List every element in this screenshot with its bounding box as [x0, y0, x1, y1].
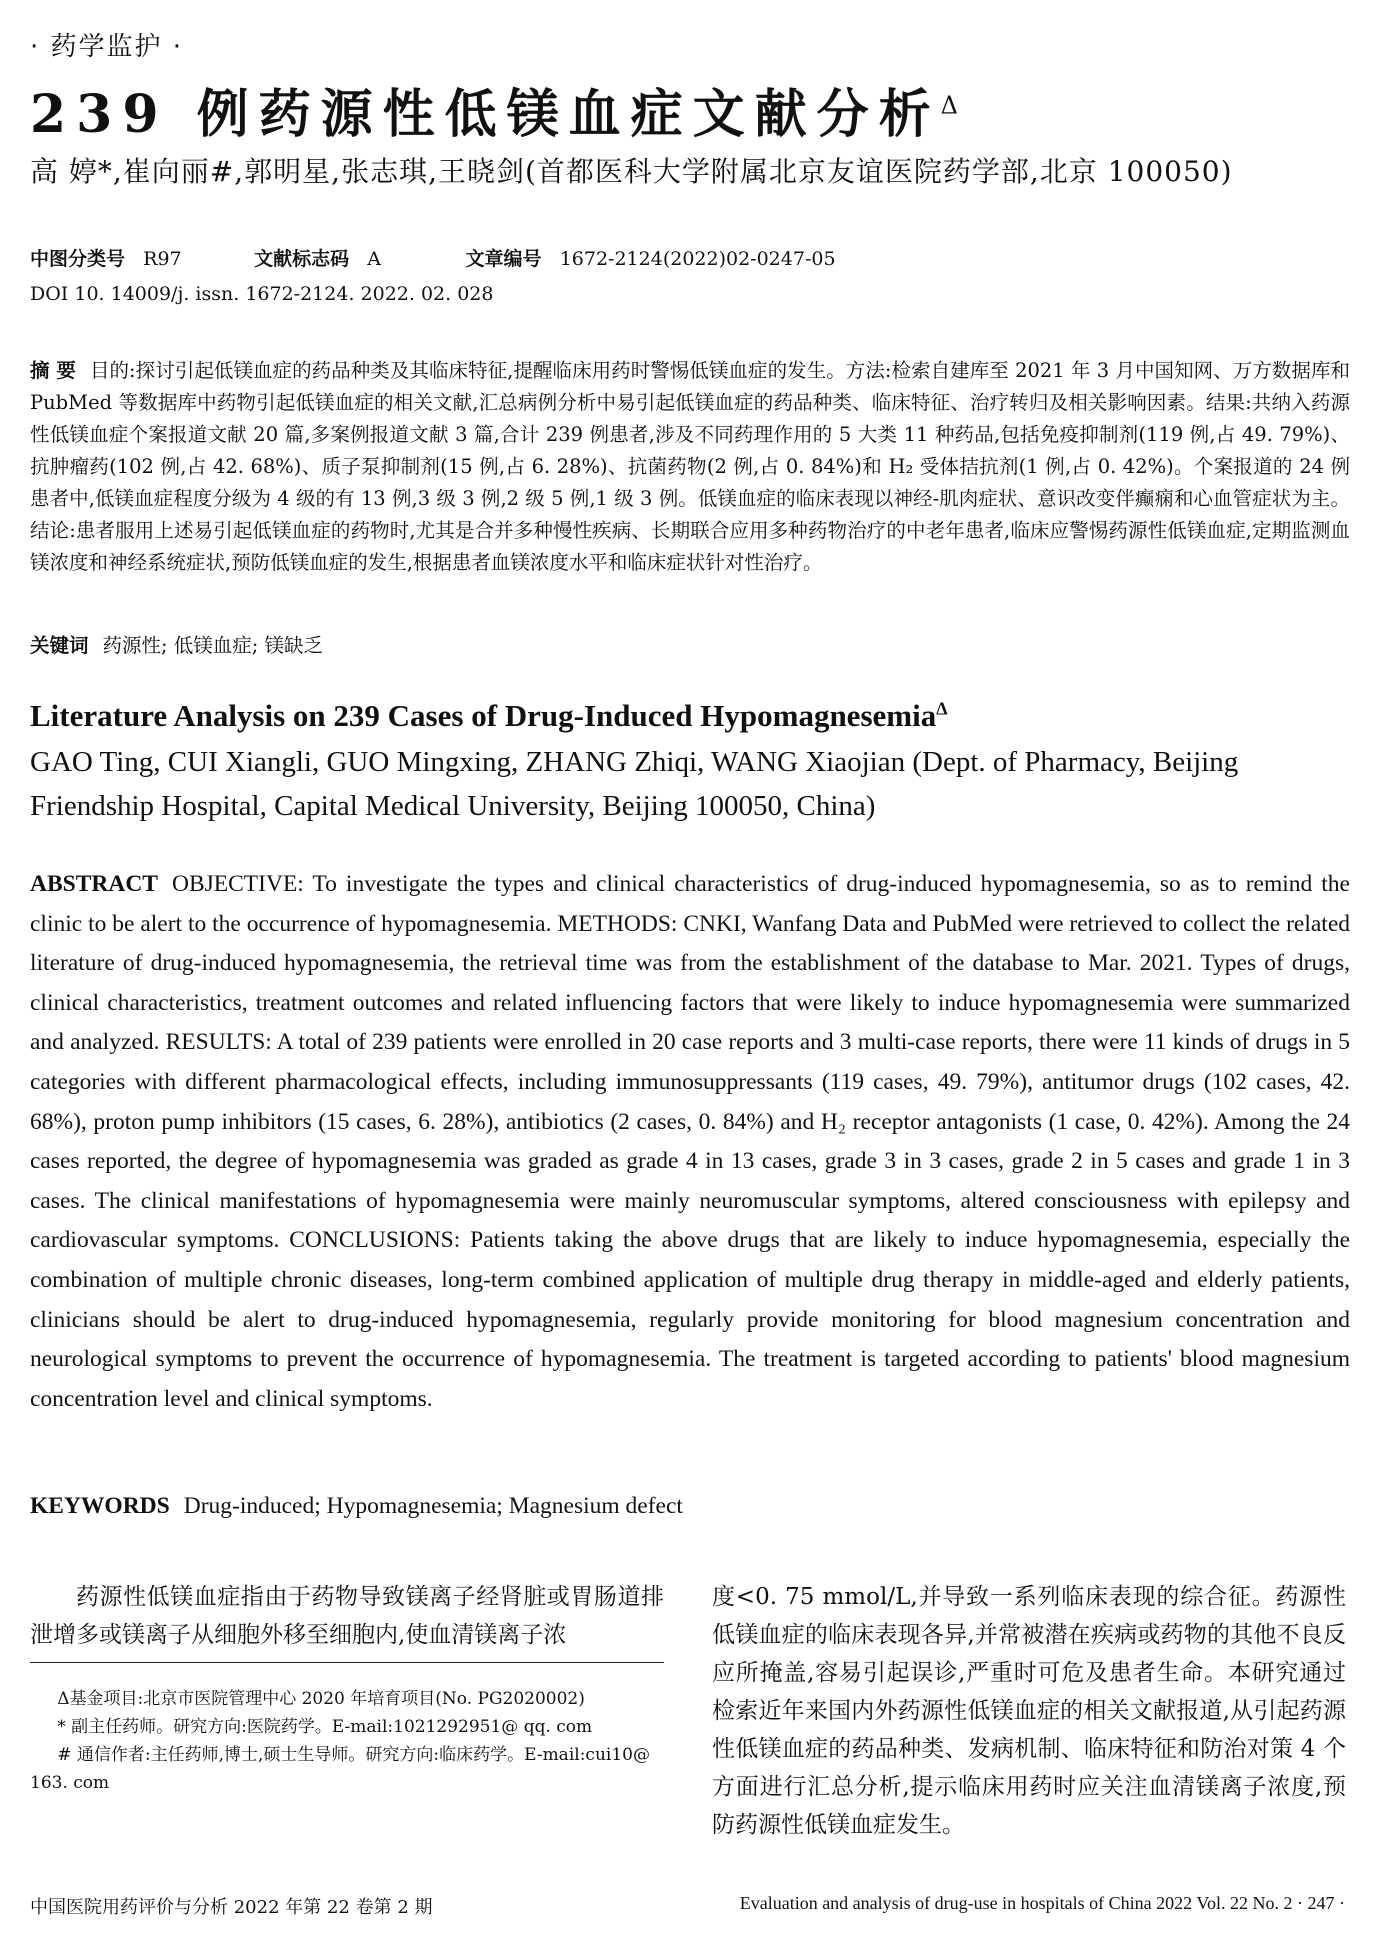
body-text-right-column: 度<0. 75 mmol/L,并导致一系列临床表现的综合征。药源性低镁血症的临床表现各异,并常被潜在疾病或药物的其他不良反应所掩盖,容易引起误诊,严重时可危及患者生命。本研究通过检索近年来国内外药源性低镁血症的相关文献报道,从引起药源性低镁血症的药品种类、发病机制、临床特征和防治对策 4 个方面进行汇总分析,提示临床用药时应关注血清镁离子浓度,预防药源性低镁血症发生。 — [712, 1584, 1346, 1838]
abstract-zh-text: 目的:探讨引起低镁血症的药品种类及其临床特征,提醒临床用药时警惕低镁血症的发生。方法:检索自建库至 2021 年 3 月中国知网、万方数据库和 PubMed 等数据库中药物引起低镁血症的相关文献,汇总病例分析中易引起低镁血症的药品种类、临床特征、治疗转归及相关影响因素。结果:共纳入药源性低镁血症个案报道文献 20 篇,多案例报道文献 3 篇,合计 239 例患者,涉及不同药理作用的 5 大类 11 种药品,包括免疫抑制剂(119 例,占 49. 79%)、抗肿瘤药(102 例,占 42. 68%)、质子泵抑制剂(15 例,占 6. 28%)、抗菌药物(2 例,占 0. 84%)和 H₂ 受体拮抗剂(1 例,占 0. 42%)。个案报道的 24 例患者中,低镁血症程度分级为 4 级的有 13 例,3 级 3 例,2 级 5 例,1 级 3 例。低镁血症的临床表现以神经-肌肉症状、意识改变伴癫痫和心血管症状为主。结论:患者服用上述易引起低镁血症的药物时,尤其是合并多种慢性疾病、长期联合应用多种药物治疗的中老年患者,临床应警惕药源性低镁血症,定期监测血镁浓度和神经系统症状,预防低镁血症的发生,根据患者血镁浓度水平和临床症状针对性治疗。 — [30, 359, 1350, 574]
footer-journal-zh: 中国医院用药评价与分析 2022 年第 22 卷第 2 期 — [30, 1897, 433, 1918]
footer-journal-en: Evaluation and analysis of drug-use in hospitals of China 2022 Vol. 22 No. 2 · 247 · — [739, 1893, 1345, 1913]
classification-line — [30, 244, 836, 271]
footnote-divider — [30, 1662, 664, 1663]
article-number-label: 文章编号 — [465, 248, 542, 270]
keywords-zh-text: 药源性; 低镁血症; 镁缺乏 — [102, 634, 324, 657]
doc-code-label: 文献标志码 — [254, 248, 350, 270]
doc-code-value: A — [367, 248, 381, 270]
doi-line: DOI 10. 14009/j. issn. 1672-2124. 2022. 02. 028 — [30, 283, 494, 305]
keywords-en — [30, 1493, 683, 1520]
abstract-en-label: ABSTRACT — [30, 871, 158, 897]
clc-label: 中图分类号 — [30, 248, 126, 270]
keywords-en-text: Drug-induced; Hypomagnesemia; Magnesium defect — [183, 1493, 683, 1519]
article-number-value: 1672-2124(2022)02-0247-05 — [559, 248, 836, 270]
keywords-zh-label: 关键词 — [30, 634, 89, 657]
article-title-zh — [30, 72, 958, 147]
abstract-zh-label: 摘 要 — [30, 359, 76, 382]
footnotes — [30, 1685, 664, 1797]
body-text-left-column: 药源性低镁血症指由于药物导致镁离子经肾脏或胃肠道排泄增多或镁离子从细胞外移至细胞内,使血清镁离子浓 — [30, 1584, 664, 1648]
footnote-fund: Δ基金项目:北京市医院管理中心 2020 年培育项目(No. PG2020002) — [57, 1689, 585, 1709]
clc-value: R97 — [143, 248, 182, 270]
title-en-text: Literature Analysis on 239 Cases of Drug-Induced Hypomagnesemia — [30, 698, 937, 733]
footnote-first-author: * 副主任药师。研究方向:医院药学。E-mail:1021292951@ qq. com — [57, 1717, 593, 1737]
abstract-en — [30, 865, 1350, 1419]
article-title-en — [30, 698, 948, 734]
authors-zh: 高 婷*,崔向丽#,郭明星,张志琪,王晓剑(首都医科大学附属北京友谊医院药学部,北京 100050) — [30, 155, 1233, 188]
abstract-en-text: OBJECTIVE: To investigate the types and clinical characteristics of drug-induced hypomagnesemia, so as to remind the clinic to be alert to the occurrence of hypomagnesemia. METHODS: CNKI, Wanfang Data and PubMed were retrieved to collect the related literature of drug-induced hypomagnesemia, the retrieval time was from the establishment of the database to Mar. 2021. Types of drugs, clinical characteristics, treatment outcomes and related influencing factors that were likely to induce hypomagnesemia were summarized and analyzed. RESULTS: A total of 239 patients were enrolled in 20 case reports and 3 multi-case reports, there were 11 kinds of drugs in 5 categories with different pharmacological effects, including immunosuppressants (119 cases, 49. 79%), antitumor drugs (102 cases, 42. 68%), proton pump inhibitors (15 cases, 6. 28%), antibiotics (2 cases, 0. 84%) and H₂ receptor antagonists (1 case, 0. 42%). Among the 24 cases reported, the degree of hypomagnesemia was graded as grade 4 in 13 cases, grade 3 in 3 cases, grade 2 in 5 cases and grade 1 in 3 cases. The clinical manifestations of hypomagnesemia were mainly neuromuscular symptoms, altered consciousness with epilepsy and cardiovascular symptoms. CONCLUSIONS: Patients taking the above drugs that are likely to induce hypomagnesemia, especially the combination of multiple chronic diseases, long-term combined application of multiple drug therapy in middle-aged and elderly patients, clinicians should be alert to drug-induced hypomagnesemia, regularly provide monitoring for blood magnesium concentration and neurological symptoms to prevent the occurrence of hypomagnesemia. The treatment is targeted according to patients' blood magnesium concentration level and clinical symptoms. — [30, 871, 1350, 1412]
authors-en: GAO Ting, CUI Xiangli, GUO Mingxing, ZHANG Zhiqi, WANG Xiaojian (Dept. of Pharmacy, Beijing Friendship Hospital, Capital Medical University, Beijing 100050, China) — [30, 746, 1239, 822]
footnote-corresponding: # 通信作者:主任药师,博士,硕士生导师。研究方向:临床药学。E-mail:cui10@ 163. com — [30, 1745, 650, 1793]
abstract-zh — [30, 355, 1350, 579]
keywords-en-label: KEYWORDS — [30, 1493, 170, 1519]
keywords-zh — [30, 630, 323, 658]
fund-mark-en: Δ — [936, 698, 948, 719]
section-label: · 药学监护 · — [30, 32, 184, 62]
fund-mark: Δ — [940, 91, 958, 120]
title-text: 239 例药源性低镁血症文献分析 — [30, 84, 941, 145]
